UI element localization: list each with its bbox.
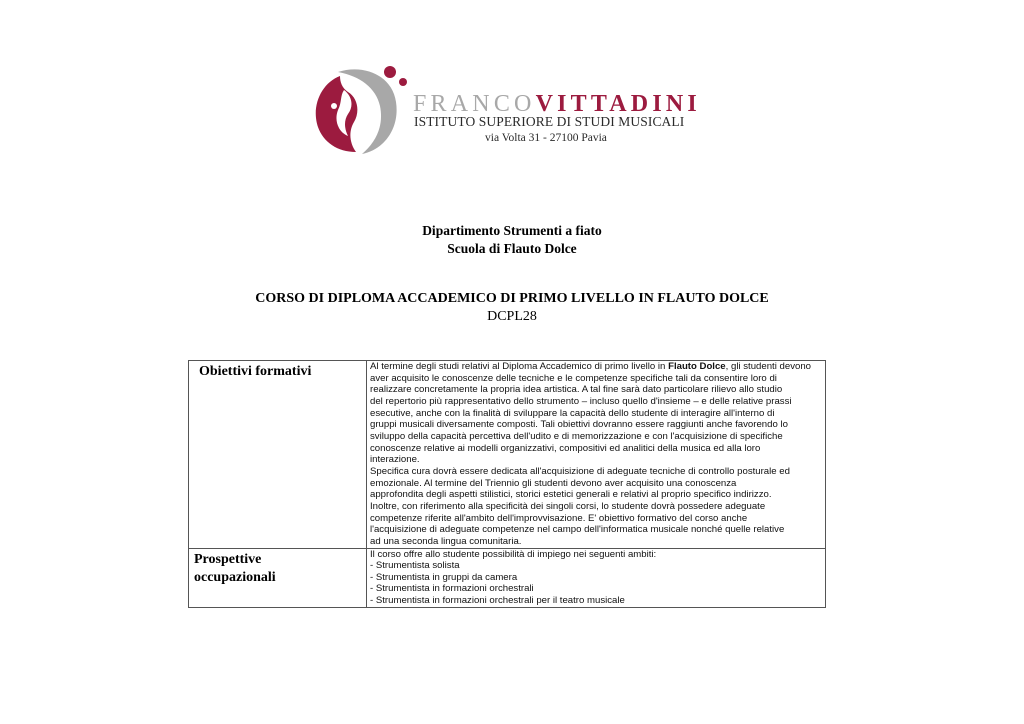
- objectives-line: competenze riferite all'ambito dell'improvvisazione. E' obiettivo formativo del corso anche: [370, 512, 748, 524]
- objectives-line: l'acquisizione di adeguate competenze nel campo dell'informatica musicale nonché quelle relative: [370, 524, 785, 536]
- objectives-line: esecutive, anche con la finalità di sviluppare la capacità dello studente di interagire all'interno di: [370, 407, 775, 419]
- objectives-line: realizzare concretamente la propria idea artistica. A tal fine sarà dato particolare rilievo allo studio: [370, 384, 783, 396]
- prospects-label: Prospettive occupazionali: [189, 548, 367, 607]
- objectives-text: [367, 361, 826, 549]
- course-code: DCPL28: [487, 309, 537, 324]
- objectives-line: gruppi musicali diversamente composti. Tali obiettivi dovranno essere raggiunti anche favorendo lo: [370, 419, 788, 431]
- objectives-line: del repertorio più rappresentativo dello strumento – incluso quello d'insieme – e delle relative prassi: [370, 395, 792, 407]
- objectives-line: sviluppo della capacità percettiva dell'udito e di memorizzazione e con l'acquisizione di specifiche: [370, 430, 783, 442]
- institute-logo: [310, 62, 710, 162]
- prospects-text: [367, 548, 826, 607]
- objectives-label: Obiettivi formativi: [189, 361, 367, 549]
- objectives-line: ad una seconda lingua comunitaria.: [370, 535, 522, 547]
- institute-subtitle: ISTITUTO SUPERIORE DI STUDI MUSICALI: [414, 114, 685, 129]
- course-info-table: [188, 360, 826, 608]
- list-item: - Strumentista in gruppi da camera: [370, 571, 518, 583]
- objectives-line: aver acquisito le conoscenze delle tecniche e le competenze specifiche tali da consentire loro di: [370, 372, 777, 384]
- list-item: - Strumentista in formazioni orchestrali: [370, 583, 534, 595]
- brand-first-name: FRANCO: [413, 91, 536, 117]
- list-item: - Strumentista solista: [370, 560, 460, 572]
- objectives-line: interazione.: [370, 454, 420, 466]
- list-item: - Strumentista in formazioni orchestrali per il teatro musicale: [370, 595, 625, 607]
- objectives-first-line: Al termine degli studi relativi al Diploma Accademico di primo livello in Flauto Dolce, gli studenti devono: [370, 361, 811, 372]
- department-title: Dipartimento Strumenti a fiato: [422, 223, 602, 238]
- course-title: CORSO DI DIPLOMA ACCADEMICO DI PRIMO LIVELLO IN FLAUTO DOLCE: [255, 291, 769, 306]
- institute-address: via Volta 31 - 27100 Pavia: [485, 132, 607, 144]
- objectives-line: Inoltre, con riferimento alla specificità dei singoli corsi, lo studente dovrà possedere adeguate: [370, 500, 766, 512]
- objectives-line: conoscenze relative ai modelli organizzativi, compositivi ed analitici della musica ed alla loro: [370, 442, 761, 454]
- table-row-prospects: [189, 548, 826, 607]
- instrument-name: Flauto Dolce: [668, 361, 726, 372]
- table-row-objectives: [189, 361, 826, 549]
- logo-mark-icon: [310, 62, 410, 162]
- school-title: Scuola di Flauto Dolce: [447, 241, 577, 256]
- prospects-intro: Il corso offre allo studente possibilità di impiego nei seguenti ambiti:: [370, 548, 657, 560]
- objectives-line: approfondita degli aspetti stilistici, storici estetici generali e relativi al proprio specifico indirizzo.: [370, 489, 772, 501]
- objectives-line: Specifica cura dovrà essere dedicata all'acquisizione di adeguate tecniche di controllo posturale ed: [370, 465, 790, 477]
- brand-last-name: VITTADINI: [535, 91, 701, 117]
- objectives-line: emozionale. Al termine del Triennio gli studenti devono aver acquisito una conoscenza: [370, 477, 737, 489]
